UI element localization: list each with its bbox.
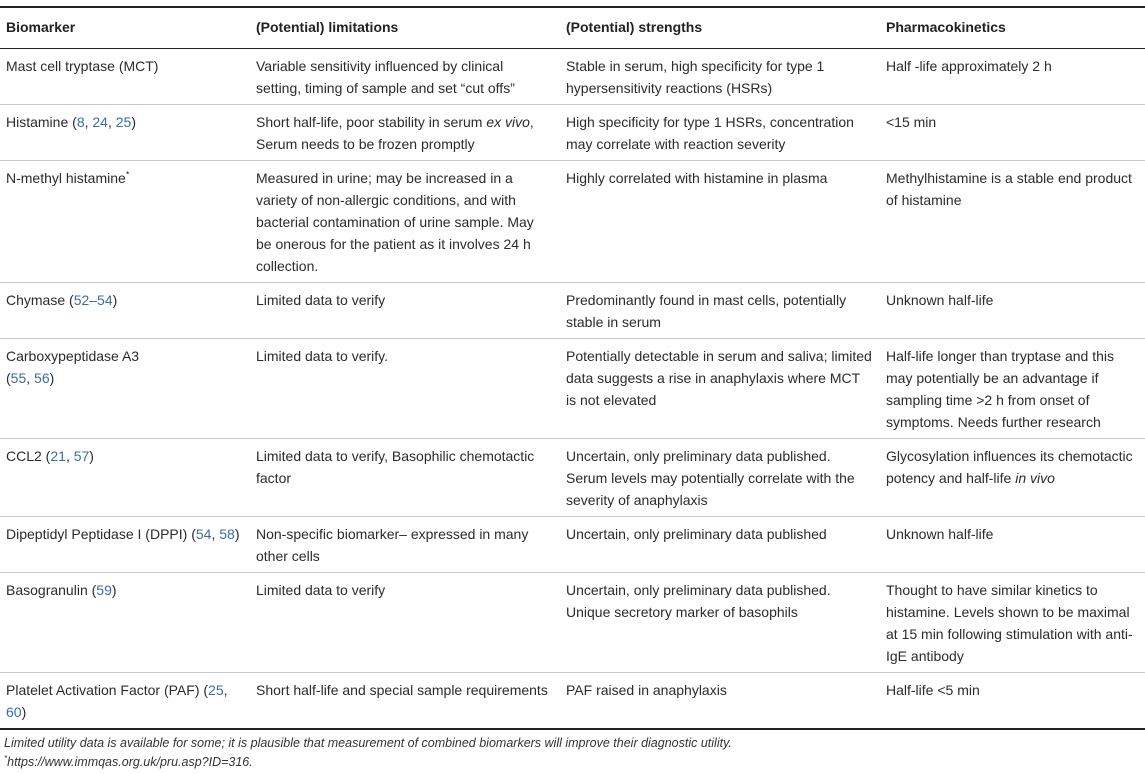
cell-pharmacokinetics: Unknown half-life (886, 526, 994, 542)
header-biomarker: Biomarker (6, 19, 76, 35)
table-row (0, 283, 1145, 339)
cell-limitations: Variable sensitivity influenced by clinical setting, timing of sample and set “cut offs” (256, 58, 515, 96)
cell-pharmacokinetics: Half -life approximately 2 h (886, 58, 1052, 74)
reference-link[interactable]: 25 (115, 114, 132, 130)
footnote-note: Limited utility data is available for some; it is plausible that measurement of combined biomarkers will improve their diagnostic utility. (4, 736, 732, 750)
reference-link[interactable]: 24 (92, 114, 108, 130)
table-footnotes (4, 734, 1134, 772)
reference-link[interactable]: 56 (34, 370, 50, 386)
cell-limitations: Short half-life and special sample requirements (256, 682, 548, 698)
cell-strengths: Predominantly found in mast cells, potentially stable in serum (566, 292, 847, 330)
cell-strengths: Stable in serum, high specificity for type 1 hypersensitivity reactions (HSRs) (566, 58, 825, 96)
table-row (0, 517, 1145, 573)
cell-strengths: High specificity for type 1 HSRs, concentration may correlate with reaction severity (566, 114, 854, 152)
cell-pharmacokinetics: Thought to have similar kinetics to histamine. Levels shown to be maximal at 15 min following stimulation with anti-IgE antibody (886, 582, 1133, 664)
cell-pharmacokinetics: <15 min (886, 114, 937, 130)
footnote-url-line (4, 753, 1134, 772)
cell-pharmacokinetics: Half-life <5 min (886, 682, 980, 698)
reference-link[interactable]: 21 (50, 448, 66, 464)
reference-link[interactable]: 55 (10, 370, 27, 386)
cell-limitations: Non-specific biomarker– expressed in many other cells (256, 526, 529, 564)
cell-biomarker: Platelet Activation Factor (PAF) (25, 60) (6, 682, 228, 720)
reference-link[interactable]: 59 (96, 582, 112, 598)
cell-biomarker: CCL2 (21, 57) (6, 448, 94, 464)
cell-pharmacokinetics: Unknown half-life (886, 292, 994, 308)
header-limitations: (Potential) limitations (256, 19, 399, 35)
reference-link[interactable]: 52–54 (73, 292, 113, 308)
table-row (0, 673, 1145, 730)
cell-strengths: Uncertain, only preliminary data published. Serum levels may potentially correlate with the severity of anaphylaxis (566, 448, 855, 508)
cell-limitations: Short half-life, poor stability in serum ex vivo, Serum needs to be frozen promptly (256, 114, 534, 152)
cell-strengths: Uncertain, only preliminary data published. Unique secretory marker of basophils (566, 582, 831, 620)
cell-pharmacokinetics: Methylhistamine is a stable end product of histamine (886, 170, 1132, 208)
cell-biomarker: Carboxypeptidase A3 (55, 56) (6, 348, 140, 386)
cell-biomarker: Mast cell tryptase (MCT) (6, 58, 159, 74)
footnote-mark: * (4, 753, 8, 763)
cell-limitations: Limited data to verify (256, 582, 386, 598)
cell-strengths: Highly correlated with histamine in plasma (566, 170, 828, 186)
reference-link[interactable]: 8 (76, 114, 85, 130)
table-row (0, 105, 1145, 161)
footnote-mark: * (125, 169, 130, 180)
cell-biomarker: Dipeptidyl Peptidase I (DPPI) (54, 58) (6, 526, 240, 542)
table-row (0, 49, 1145, 105)
reference-link[interactable]: 57 (73, 448, 90, 464)
biomarker-table (0, 6, 1145, 730)
cell-biomarker: Histamine (8, 24, 25) (6, 114, 136, 130)
table-row (0, 573, 1145, 673)
header-strengths: (Potential) strengths (566, 19, 703, 35)
cell-strengths: PAF raised in anaphylaxis (566, 682, 727, 698)
cell-pharmacokinetics: Glycosylation influences its chemotactic potency and half-life in vivo (886, 448, 1133, 486)
cell-strengths: Potentially detectable in serum and saliva; limited data suggests a rise in anaphylaxis where MCT is not elevated (566, 348, 872, 408)
table-row (0, 439, 1145, 517)
footnote-url-link[interactable]: https://www.immqas.org.uk/pru.asp?ID=316. (7, 755, 253, 769)
reference-link[interactable]: 60 (6, 704, 22, 720)
cell-limitations: Limited data to verify, Basophilic chemotactic factor (256, 448, 535, 486)
cell-biomarker: Basogranulin (59) (6, 582, 117, 598)
cell-strengths: Uncertain, only preliminary data published (566, 526, 827, 542)
table-row (0, 339, 1145, 439)
reference-link[interactable]: 54 (195, 526, 212, 542)
cell-limitations: Limited data to verify. (256, 348, 389, 364)
cell-pharmacokinetics: Half-life longer than tryptase and this may potentially be an advantage if sampling time >2 h from onset of symptoms. Needs further research (886, 348, 1115, 430)
reference-link[interactable]: 25 (208, 682, 224, 698)
cell-limitations: Limited data to verify (256, 292, 386, 308)
reference-link[interactable]: 58 (219, 526, 235, 542)
cell-biomarker: Chymase (52–54) (6, 292, 118, 308)
cell-limitations: Measured in urine; may be increased in a variety of non-allergic conditions, and with bacterial contamination of urine sample. May be onerous for the patient as it involves 24 h collection. (256, 170, 534, 274)
header-pharmacokinetics: Pharmacokinetics (886, 19, 1006, 35)
cell-biomarker: N-methyl histamine* (6, 169, 130, 186)
table-header-row (0, 7, 1145, 49)
table-row (0, 161, 1145, 283)
